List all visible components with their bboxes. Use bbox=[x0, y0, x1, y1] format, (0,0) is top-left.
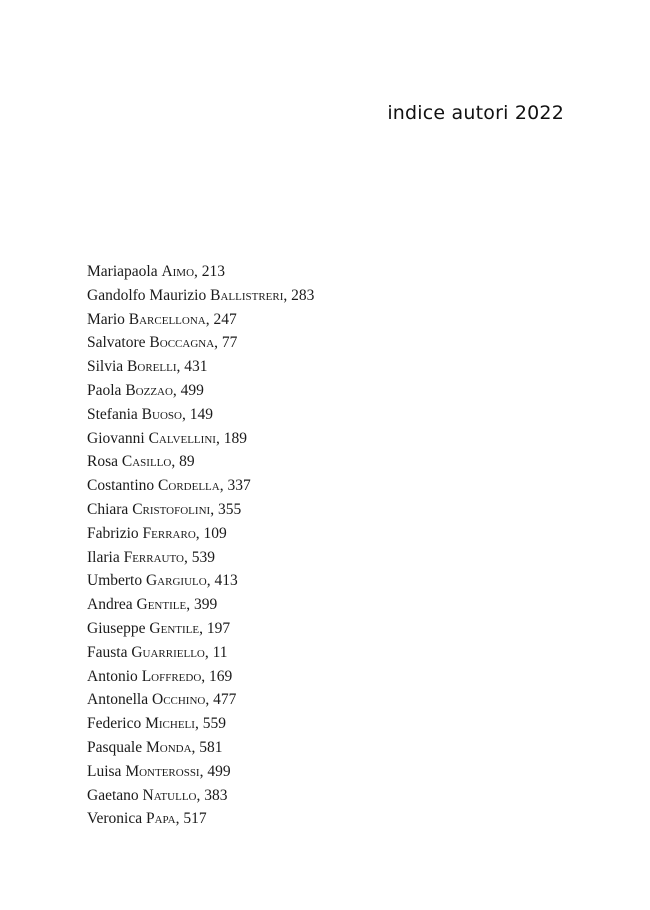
page-number: 337 bbox=[227, 477, 251, 495]
author-first-name: Giuseppe bbox=[87, 619, 146, 637]
page-number: 477 bbox=[213, 691, 237, 709]
author-last-name: Occhino bbox=[152, 691, 206, 709]
author-first-name: Fausta bbox=[87, 643, 128, 661]
author-last-name: Bozzao bbox=[125, 381, 173, 399]
author-last-name: Monda bbox=[145, 738, 192, 756]
page-number: 283 bbox=[291, 286, 315, 304]
author-last-name: Buoso bbox=[141, 405, 182, 423]
list-item: Antonella Occhino, 477 bbox=[87, 691, 237, 709]
list-item: Mariapaola Aimo, 213 bbox=[87, 263, 226, 280]
list-item: Federico Micheli, 559 bbox=[87, 715, 226, 733]
author-last-name: Cristofolini bbox=[132, 500, 211, 518]
list-item: Silvia Borelli, 431 bbox=[87, 358, 208, 376]
list-item: Pasquale Monda, 581 bbox=[87, 738, 223, 756]
author-first-name: Luisa bbox=[87, 762, 122, 780]
page-number: 109 bbox=[203, 524, 227, 542]
page-number: 413 bbox=[214, 572, 238, 590]
page-number: 77 bbox=[221, 334, 238, 352]
author-last-name: Cordella bbox=[158, 477, 220, 495]
author-first-name: Gandolfo Maurizio bbox=[87, 286, 207, 304]
author-last-name: Gargiulo bbox=[145, 572, 207, 590]
list-item: Mario Barcellona, 247 bbox=[87, 310, 237, 328]
page-number: 581 bbox=[199, 738, 223, 756]
author-first-name: Pasquale bbox=[87, 738, 143, 756]
author-last-name: Natullo bbox=[142, 786, 197, 804]
list-item: Giovanni Calvellini, 189 bbox=[87, 429, 247, 447]
list-item: Fabrizio Ferraro, 109 bbox=[87, 524, 227, 542]
author-first-name: Rosa bbox=[87, 453, 118, 471]
author-first-name: Chiara bbox=[87, 500, 129, 518]
page-number: 189 bbox=[223, 429, 247, 447]
page-number: 431 bbox=[184, 358, 208, 376]
page-number: 197 bbox=[206, 619, 231, 637]
author-last-name: Gentile bbox=[149, 619, 200, 637]
page-number: 499 bbox=[207, 762, 231, 780]
author-first-name: Costantino bbox=[87, 477, 155, 495]
author-last-name: Aimo bbox=[161, 263, 195, 280]
author-last-name: Papa bbox=[145, 810, 176, 828]
list-item: Giuseppe Gentile, 197 bbox=[87, 619, 231, 637]
author-first-name: Mario bbox=[87, 310, 125, 328]
page-number: 383 bbox=[204, 786, 228, 804]
page-number: 517 bbox=[183, 810, 207, 828]
list-item: Costantino Cordella, 337 bbox=[87, 477, 251, 495]
list-item: Antonio Loffredo, 169 bbox=[87, 667, 233, 685]
author-last-name: Calvellini bbox=[148, 429, 216, 447]
list-item: Andrea Gentile, 399 bbox=[87, 596, 218, 614]
author-last-name: Micheli bbox=[145, 715, 195, 733]
author-last-name: Loffredo bbox=[141, 667, 202, 685]
author-first-name: Antonella bbox=[87, 691, 149, 709]
author-first-name: Giovanni bbox=[87, 429, 145, 447]
list-item: Stefania Buoso, 149 bbox=[87, 405, 213, 423]
page-number: 355 bbox=[217, 500, 242, 518]
author-last-name: Barcellona bbox=[128, 310, 206, 328]
author-first-name: Stefania bbox=[87, 405, 138, 423]
author-first-name: Andrea bbox=[87, 596, 133, 614]
author-last-name: Monterossi bbox=[125, 762, 200, 780]
list-item: Rosa Casillo, 89 bbox=[87, 453, 195, 471]
list-item: Fausta Guarriello, 11 bbox=[87, 643, 228, 661]
author-first-name: Veronica bbox=[87, 810, 143, 828]
author-last-name: Guarriello bbox=[131, 643, 205, 661]
list-item: Ilaria Ferrauto, 539 bbox=[87, 548, 215, 566]
author-last-name: Casillo bbox=[121, 453, 172, 471]
list-item: Salvatore Boccagna, 77 bbox=[87, 334, 238, 352]
author-first-name: Salvatore bbox=[87, 334, 146, 352]
page-number: 399 bbox=[193, 596, 218, 614]
author-first-name: Paola bbox=[87, 381, 122, 399]
author-first-name: Umberto bbox=[87, 572, 143, 590]
page-number: 149 bbox=[189, 405, 213, 423]
list-item: Veronica Papa, 517 bbox=[87, 810, 207, 828]
list-item: Chiara Cristofolini, 355 bbox=[87, 500, 242, 518]
page-number: 169 bbox=[209, 667, 233, 685]
page-number: 539 bbox=[191, 548, 215, 566]
page-number: 247 bbox=[213, 310, 237, 328]
author-last-name: Boccagna bbox=[149, 334, 215, 352]
page-title: indice autori 2022 bbox=[387, 102, 564, 124]
page-number: 213 bbox=[201, 263, 226, 280]
author-first-name: Fabrizio bbox=[87, 524, 139, 542]
list-item: Gandolfo Maurizio Ballistreri, 283 bbox=[87, 286, 315, 304]
author-first-name: Silvia bbox=[87, 358, 124, 376]
page-number: 559 bbox=[202, 715, 226, 733]
author-last-name: Borelli bbox=[127, 358, 177, 376]
author-index-list bbox=[87, 260, 314, 831]
author-last-name: Gentile bbox=[136, 596, 187, 614]
list-item: Umberto Gargiulo, 413 bbox=[87, 572, 238, 590]
author-first-name: Ilaria bbox=[87, 548, 120, 566]
author-last-name: Ferrauto bbox=[123, 548, 184, 566]
list-item: Gaetano Natullo, 383 bbox=[87, 786, 228, 804]
author-first-name: Antonio bbox=[87, 667, 138, 685]
author-first-name: Mariapaola bbox=[87, 263, 158, 280]
author-last-name: Ferraro bbox=[142, 524, 196, 542]
page-number: 11 bbox=[212, 643, 228, 661]
author-first-name: Federico bbox=[87, 715, 142, 733]
list-item: Luisa Monterossi, 499 bbox=[87, 762, 231, 780]
page-number: 89 bbox=[179, 453, 195, 471]
list-item: Paola Bozzao, 499 bbox=[87, 381, 204, 399]
author-last-name: Ballistreri bbox=[210, 286, 284, 304]
author-first-name: Gaetano bbox=[87, 786, 139, 804]
page-number: 499 bbox=[180, 381, 204, 399]
